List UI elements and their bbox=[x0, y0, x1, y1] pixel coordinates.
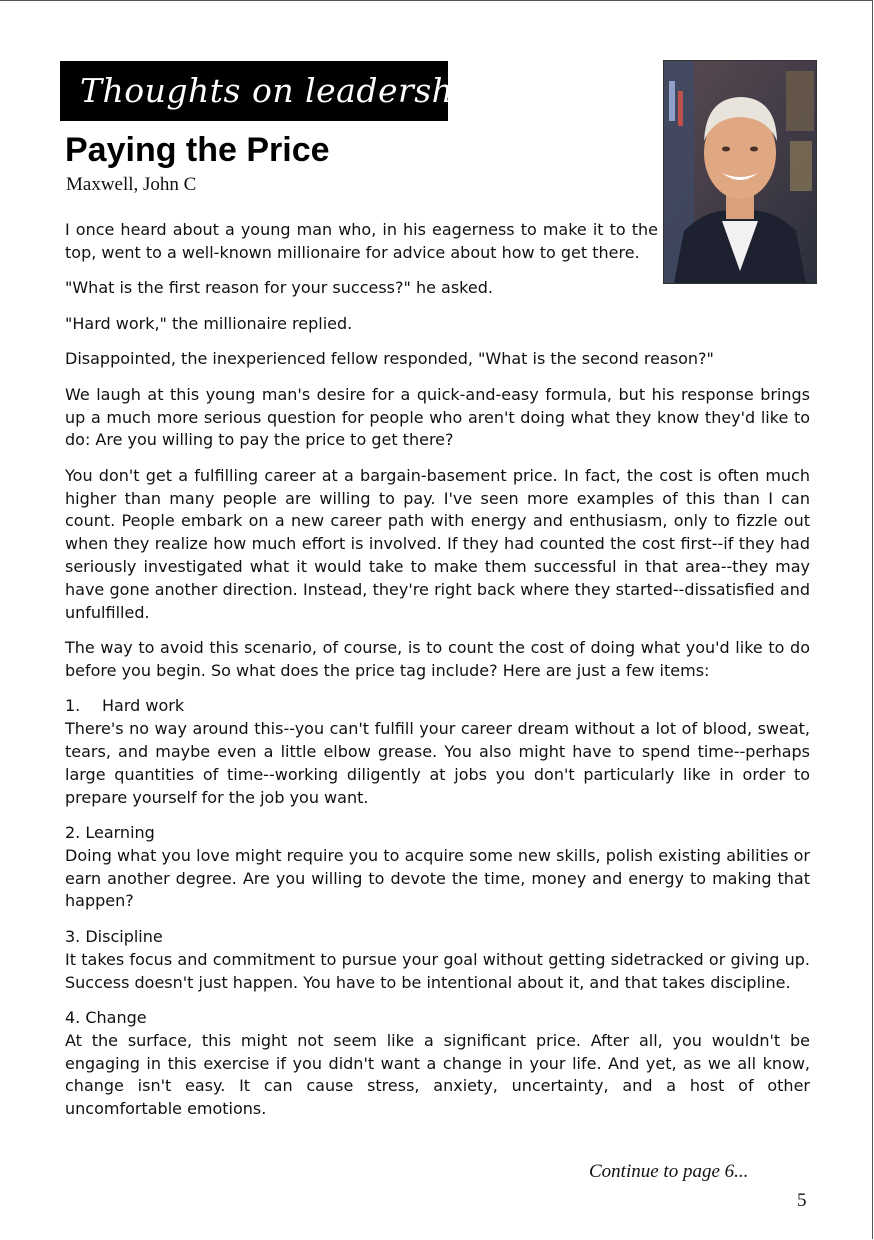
list-item-text: At the surface, this might not seem like a significant price. After all, you wouldn't be engaging in this exercise if you didn't want a change in your life. And yet, as we all know, change isn't easy. It can cause stress, anxiety, uncertainty, and a host of other uncomfortable emotions. bbox=[65, 1030, 810, 1119]
paragraph: You don't get a fulfilling career at a bargain-basement price. In fact, the cost is often much higher than many people are willing to pay. I've seen more examples of this than I can count. People embark on a new career path with energy and enthusiasm, only to fizzle out when they realize how much effort is involved. If they had counted the cost first--if they had seriously investigated what it would take to make them successful in that area--they may have gone another direction. Instead, they're right back where they started--dissatisfied and unfulfilled. bbox=[65, 465, 810, 622]
paragraph: Disappointed, the inexperienced fellow responded, "What is the second reason?" bbox=[65, 349, 714, 369]
list-item bbox=[65, 822, 810, 913]
list-item-text: There's no way around this--you can't fulfill your career dream without a lot of blood, sweat, tears, and maybe even a little elbow grease. You also might have to spend time--perhaps large quantities of time--working diligently at jobs you don't particularly like in order to prepare yourself for the job you want. bbox=[65, 719, 810, 807]
paragraph: The way to avoid this scenario, of course, is to count the cost of doing what you'd like to do before you begin. So what does the price tag include? Here are just a few items: bbox=[65, 638, 810, 680]
list-item bbox=[65, 695, 810, 809]
paragraph: "What is the first reason for your success?" he asked. bbox=[65, 278, 493, 298]
continue-note: Continue to page 6... bbox=[589, 1161, 749, 1182]
list-item-text: Doing what you love might require you to acquire some new skills, polish existing abilities or earn another degree. Are you willing to devote the time, money and energy to making that happen? bbox=[65, 845, 810, 911]
list-item-title: Hard work bbox=[102, 696, 185, 716]
list-item-heading: 4. Change bbox=[65, 1007, 147, 1027]
list-item-text: It takes focus and commitment to pursue your goal without getting sidetracked or giving up. Success doesn't just happen. You have to be intentional about it, and that takes discipline. bbox=[65, 949, 810, 992]
article-title: Paying the Price bbox=[65, 131, 330, 169]
section-banner bbox=[60, 61, 520, 121]
page-number: 5 bbox=[797, 1190, 807, 1211]
article-body bbox=[65, 219, 810, 1134]
paragraph: We laugh at this young man's desire for a quick-and-easy formula, but his response brings up a much more serious question for people who aren't doing what they know they'd like to do: Are you willing to pay the price to get there? bbox=[65, 384, 810, 450]
article-author: Maxwell, John C bbox=[66, 174, 197, 195]
list-item bbox=[65, 1007, 810, 1121]
list-item bbox=[65, 926, 810, 994]
paragraph: "Hard work," the millionaire replied. bbox=[65, 313, 353, 333]
list-item-heading: 2. Learning bbox=[65, 823, 155, 843]
list-item-heading bbox=[65, 695, 810, 718]
list-item-heading: 3. Discipline bbox=[65, 926, 163, 946]
list-item-number: 1. bbox=[65, 696, 81, 716]
paragraph: I once heard about a young man who, in his eagerness to make it to the top, went to a well-known millionaire for advice about how to get there. bbox=[65, 220, 658, 262]
banner-text: Thoughts on leadership... bbox=[80, 71, 520, 110]
